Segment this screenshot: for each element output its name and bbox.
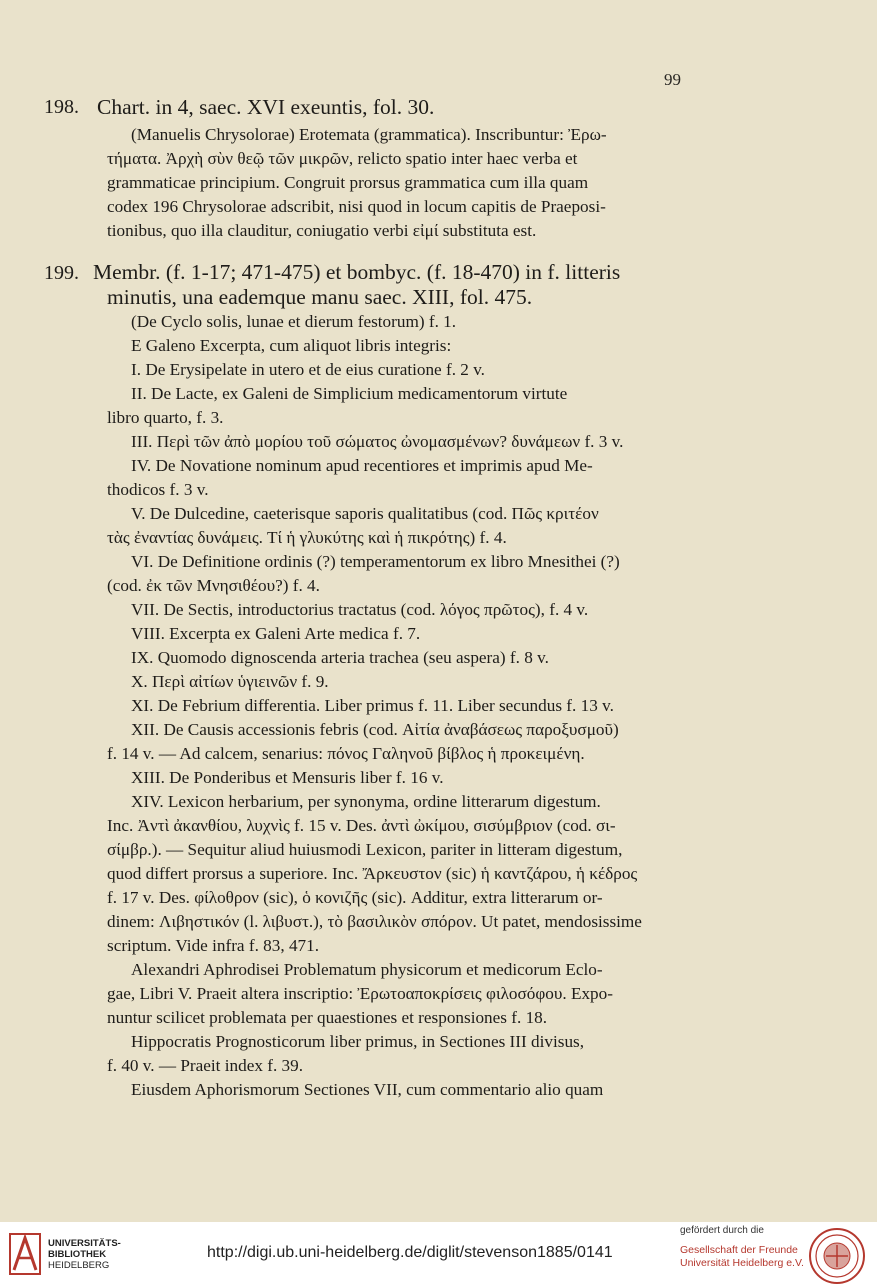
text-line: nuntur scilicet problemata per quaestiones et responsiones f. 18.: [107, 1008, 548, 1027]
text-line: X. Περὶ αἰτίων ὑγιεινῶν f. 9.: [131, 672, 329, 691]
entry-number-198: 198.: [44, 96, 79, 118]
text-line: E Galeno Excerpta, cum aliquot libris integris:: [131, 336, 452, 355]
text-line: tionibus, quo illa clauditur, coniugatio verbi εἰμί substituta est.: [107, 221, 537, 240]
library-name: [48, 1238, 121, 1271]
text-line: III. Περὶ τῶν ἀπὸ μορίου τοῦ σώματος ὠνομασμένων? δυνάμεων f. 3 v.: [131, 432, 624, 451]
text-line: IV. De Novatione nominum apud recentiores et imprimis apud Me-: [131, 456, 593, 475]
text-line: τήματα. Ἀρχὴ σὺν θεῷ τῶν μικρῶν, relicto spatio inter haec verba et: [107, 149, 578, 168]
text-line: XIV. Lexicon herbarium, per synonyma, ordine litterarum digestum.: [131, 792, 601, 811]
university-seal-icon: [808, 1227, 866, 1285]
text-line: IX. Quomodo dignoscenda arteria trachea (seu aspera) f. 8 v.: [131, 648, 549, 667]
sponsor-name[interactable]: [680, 1244, 804, 1270]
text-line: (De Cyclo solis, lunae et dierum festorum) f. 1.: [131, 312, 457, 331]
university-library-logo-icon: [8, 1232, 42, 1276]
text-line: XII. De Causis accessionis febris (cod. Αἰτία ἀναβάσεως παροξυσμοῦ): [131, 720, 619, 739]
text-line: (cod. ἐκ τῶν Μνησιθέου?) f. 4.: [107, 576, 320, 595]
funded-by-label: gefördert durch die: [680, 1225, 764, 1236]
text-line: f. 40 v. — Praeit index f. 39.: [107, 1056, 304, 1075]
text-line: τὰς ἐναντίας δυνάμεις. Τί ἡ γλυκύτης καὶ ἡ πικρότης) f. 4.: [107, 528, 507, 547]
text-line: VI. De Definitione ordinis (?) temperamentorum ex libro Mnesithei (?): [131, 552, 620, 571]
text-line: (Manuelis Chrysolorae) Erotemata (grammatica). Inscribuntur: Ἐρω-: [131, 125, 607, 144]
sponsor-name-line2: Universität Heidelberg e.V.: [680, 1257, 804, 1269]
text-line: I. De Erysipelate in utero et de eius curatione f. 2 v.: [131, 360, 485, 379]
text-line: quod differt prorsus a superiore. Inc. Ἄρκευστον (sic) ἡ καντζάρου, ἡ κέδρος: [107, 864, 638, 883]
text-line: σίμβρ.). — Sequitur aliud huiusmodi Lexicon, pariter in litteram digestum,: [107, 840, 623, 859]
text-line: Hippocratis Prognosticorum liber primus, in Sectiones III divisus,: [131, 1032, 585, 1051]
entry-number-199: 199.: [44, 262, 79, 284]
text-line: XIII. De Ponderibus et Mensuris liber f. 16 v.: [131, 768, 444, 787]
text-line: Alexandri Aphrodisei Problematum physicorum et medicorum Eclo-: [131, 960, 603, 979]
library-name-line2: BIBLIOTHEK: [48, 1249, 107, 1260]
entry-heading-199-cont: minutis, una eademque manu saec. XIII, fol. 475.: [107, 285, 533, 309]
text-line: V. De Dulcedine, caeterisque saporis qualitatibus (cod. Πῶς κριτέον: [131, 504, 599, 523]
text-line: thodicos f. 3 v.: [107, 480, 209, 499]
text-line: gae, Libri V. Praeit altera inscriptio: Ἐρωτοαποκρίσεις φιλοσόφου. Expo-: [107, 984, 613, 1003]
entry-heading-198: Chart. in 4, saec. XVI exeuntis, fol. 30.: [97, 95, 435, 119]
text-line: scriptum. Vide infra f. 83, 471.: [107, 936, 320, 955]
permalink-url[interactable]: http://digi.ub.uni-heidelberg.de/diglit/stevenson1885/0141: [207, 1244, 613, 1261]
text-line: Inc. Ἀντὶ ἀκανθίου, λυχνὶς f. 15 v. Des. ἀντὶ ὠκίμου, σισύμβριον (cod. σι-: [107, 816, 616, 835]
text-line: XI. De Febrium differentia. Liber primus f. 11. Liber secundus f. 13 v.: [131, 696, 614, 715]
entry-heading-199: Membr. (f. 1-17; 471-475) et bombyc. (f. 18-470) in f. litteris: [93, 260, 621, 284]
text-line: Eiusdem Aphorismorum Sectiones VII, cum commentario alio quam: [131, 1080, 604, 1099]
text-line: II. De Lacte, ex Galeni de Simplicium medicamentorum virtute: [131, 384, 568, 403]
sponsor-name-line1: Gesellschaft der Freunde: [680, 1244, 798, 1256]
text-line: f. 17 v. Des. φίλοθρον (sic), ὁ κονιζῆς (sic). Additur, extra litterarum or-: [107, 888, 603, 907]
page-number: 99: [664, 70, 681, 89]
text-line: grammaticae principium. Congruit prorsus grammatica cum illa quam: [107, 173, 589, 192]
text-line: dinem: Λιβηστικόν (l. λιβυστ.), τὸ βασιλικὸν σπόρον. Ut patet, mendosissime: [107, 912, 642, 931]
library-name-line1: UNIVERSITÄTS-: [48, 1238, 121, 1249]
text-line: libro quarto, f. 3.: [107, 408, 224, 427]
text-line: codex 196 Chrysolorae adscribit, nisi quod in locum capitis de Praeposi-: [107, 197, 606, 216]
text-line: f. 14 v. — Ad calcem, senarius: πόνος Γαληνοῦ βίβλος ἡ προκειμένη.: [107, 744, 585, 763]
library-name-line3: HEIDELBERG: [48, 1260, 110, 1271]
text-line: VII. De Sectis, introductorius tractatus (cod. λόγος πρῶτος), f. 4 v.: [131, 600, 589, 619]
text-line: VIII. Excerpta ex Galeni Arte medica f. 7.: [131, 624, 421, 643]
